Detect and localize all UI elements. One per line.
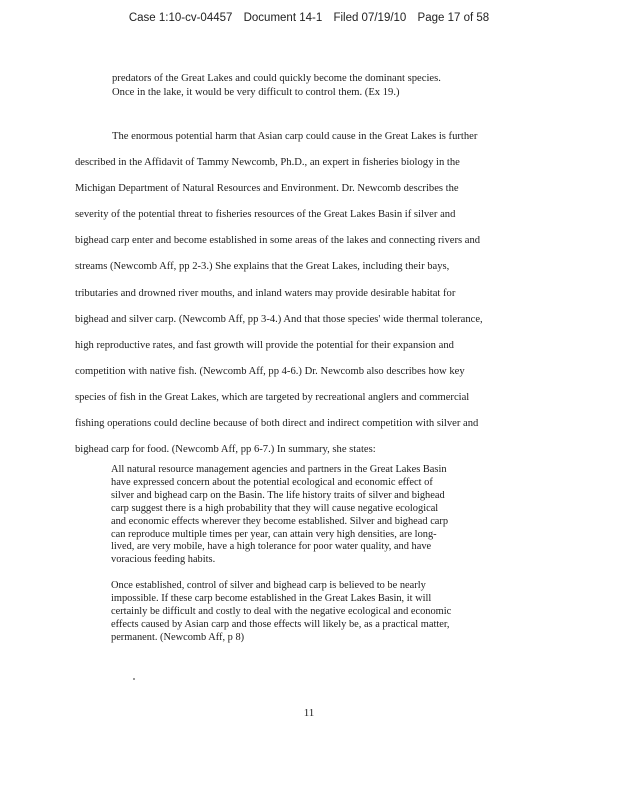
text-line: described in the Affidavit of Tammy Newcomb, Ph.D., an expert in fisheries biology in the bbox=[75, 157, 460, 169]
quote-line: carp suggest there is a high probability that they will cause negative ecological bbox=[111, 502, 439, 514]
text-line: competition with native fish. (Newcomb Aff, pp 4-6.) Dr. Newcomb also describes how key bbox=[75, 365, 465, 377]
page-number: 11 bbox=[303, 707, 315, 719]
text-line: bighead carp enter and become established in some areas of the lakes and connecting rivers and bbox=[75, 235, 481, 247]
quote-line: impossible. If these carp become established in the Great Lakes Basin, it will bbox=[111, 593, 432, 605]
text-line: tributaries and drowned river mouths, and inland waters may provide desirable habitat for bbox=[75, 287, 456, 299]
quote-line: voracious feeding habits. bbox=[111, 554, 216, 566]
text-line: species of fish in the Great Lakes, which are targeted by recreational anglers and commercial bbox=[75, 391, 470, 403]
text-line: fishing operations could decline because of both direct and indirect competition with silver and bbox=[75, 418, 479, 430]
quote-line: permanent. (Newcomb Aff, p 8) bbox=[111, 631, 245, 643]
text-line: Michigan Department of Natural Resources and Environment. Dr. Newcomb describes the bbox=[75, 183, 459, 195]
quote-line: effects caused by Asian carp and those effects will likely be, as a practical matter, bbox=[111, 618, 450, 630]
text-line: bighead and silver carp. (Newcomb Aff, pp 3-4.) And that those species' wide thermal tolerance, bbox=[75, 313, 483, 325]
text-line: Once in the lake, it would be very difficult to control them. (Ex 19.) bbox=[112, 87, 400, 98]
quote-line: and economic effects wherever they become established. Silver and bighead carp bbox=[111, 515, 449, 527]
quote-line: certainly be difficult and costly to deal with the negative ecological and economic bbox=[111, 606, 452, 618]
block-quote bbox=[111, 464, 491, 645]
quote-line: can reproduce multiple times per year, can attain very high densities, are long- bbox=[111, 528, 437, 540]
quote-line: All natural resource management agencies and partners in the Great Lakes Basin bbox=[111, 464, 447, 475]
text-line: high reproductive rates, and fast growth will provide the potential for their expansion and bbox=[75, 339, 454, 351]
text-line: The enormous potential harm that Asian carp could cause in the Great Lakes is further bbox=[112, 131, 478, 142]
scan-speck bbox=[133, 678, 135, 680]
page-of-total: Page 17 of 58 bbox=[417, 12, 490, 24]
quote-line: Once established, control of silver and bighead carp is believed to be nearly bbox=[111, 580, 426, 592]
quote-line: have expressed concern about the potential ecological and economic effect of bbox=[111, 476, 433, 488]
filing-header bbox=[0, 12, 618, 24]
quote-line: silver and bighead carp on the Basin. The life history traits of silver and bighead bbox=[111, 489, 445, 501]
text-line: severity of the potential threat to fisheries resources of the Great Lakes Basin if silver and bbox=[75, 209, 456, 221]
case-number: Case 1:10-cv-04457 bbox=[128, 12, 233, 24]
quote-line: lived, are very mobile, have a high tolerance for poor water quality, and have bbox=[111, 541, 432, 553]
text-line: streams (Newcomb Aff, pp 2-3.) She explains that the Great Lakes, including their bays, bbox=[75, 261, 450, 273]
text-line: bighead carp for food. (Newcomb Aff, pp 6-7.) In summary, she states: bbox=[75, 444, 376, 456]
filed-date: Filed 07/19/10 bbox=[333, 12, 407, 24]
body-paragraph bbox=[75, 124, 525, 463]
continued-quote bbox=[112, 72, 512, 100]
document-number: Document 14-1 bbox=[243, 12, 323, 24]
text-line: predators of the Great Lakes and could quickly become the dominant species. bbox=[112, 73, 441, 84]
paragraph-gap bbox=[111, 567, 491, 580]
